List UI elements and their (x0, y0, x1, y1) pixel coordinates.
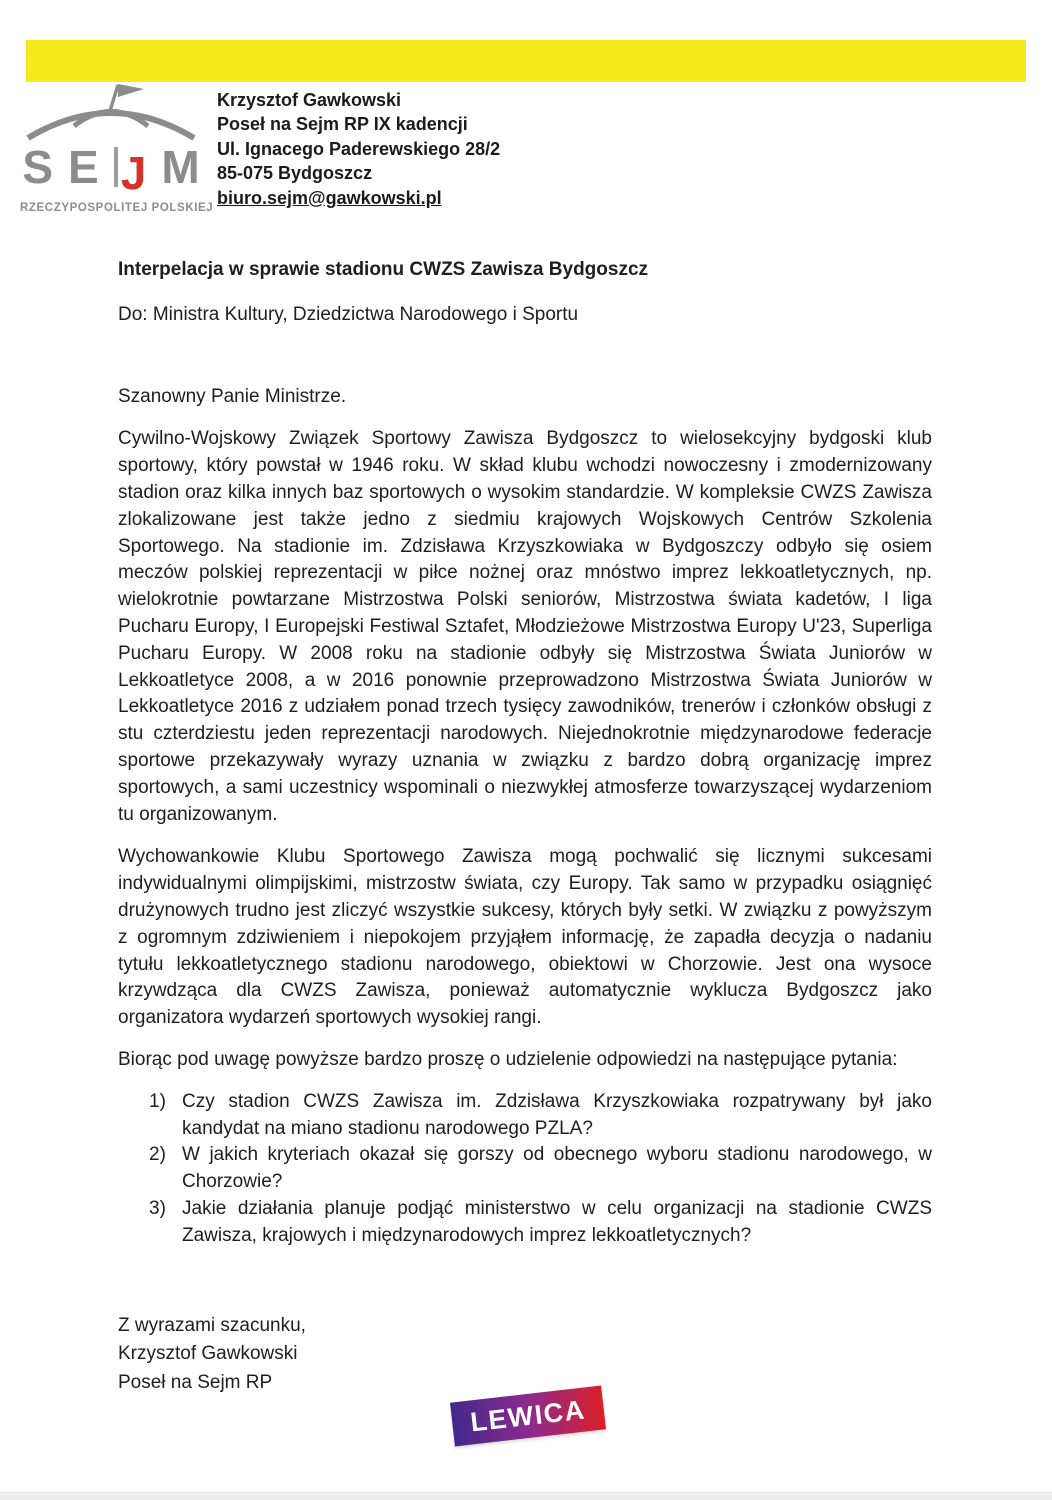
question-item-3 (118, 1196, 932, 1250)
letter-salutation: Szanowny Panie Ministrze. (118, 385, 347, 407)
letter-body (118, 257, 932, 1397)
sejm-letter-j-group (114, 144, 147, 199)
sejm-letter-j: J (120, 147, 147, 199)
sender-name: Krzysztof Gawkowski (217, 90, 402, 110)
question-number-3: 3) (149, 1197, 166, 1219)
sender-address-city: 85-075 Bydgoszcz (217, 163, 373, 184)
letter-recipient: Do: Ministra Kultury, Dziedzictwa Narodowego i Sportu (118, 303, 579, 325)
sender-contact-block (217, 88, 500, 210)
closing-name: Krzysztof Gawkowski (118, 1343, 298, 1364)
closing-salutation: Z wyrazami szacunku, (118, 1314, 306, 1336)
letter-paragraph-2: Wychowankowie Klubu Sportowego Zawisza mogą pochwalić się licznymi sukcesami indywidualnymi olimpijskimi, mistrzostw świata, czy Europy. Tak samo w przypadku osiągnięć drużynowych trudno jest zliczyć wszystkie sukcesy, których były setki. W związku z powyższym z ogromnym zdziwieniem i niepokojem przyjąłem informację, że zapadła decyzja o nadaniu tytułu lekkoatletycznego stadionu narodowego, obiektowi w Chorzowie. Jest ona wysoce krzywdząca dla CWZS Zawisza, ponieważ automatycznie wyklucza Bydgoszcz jako organizatora wydarzeń sportowych wysokiej rangi. (118, 846, 932, 1029)
letter-closing (118, 1312, 932, 1398)
sejm-wordmark (20, 141, 202, 200)
sejm-dome-icon (22, 80, 200, 142)
question-item-2 (118, 1142, 932, 1196)
top-accent-bar (26, 40, 1026, 82)
sejm-letter-e: E (68, 141, 99, 193)
letter-paragraph-1: Cywilno-Wojskowy Związek Sportowy Zawisza Bydgoszcz to wielosekcyjny bydgoski klub sportowy, który powstał w 1946 roku. W skład klubu wchodzi nowoczesny i zmodernizowany stadion oraz kilka innych baz sportowych o wysokim standardzie. W kompleksie CWZS Zawisza zlokalizowane jest także jedno z siedmiu krajowych Wojskowych Centrów Szkolenia Sportowego. Na stadionie im. Zdzisława Krzyszkowiaka w Bydgoszczy odbyło się osiem meczów polskiej reprezentacji w piłce nożnej oraz mnóstwo imprez lekkoatletycznych, np. wielokrotnie powtarzane Mistrzostwa Polski seniorów, Mistrzostwa świata kadetów, I liga Pucharu Europy, I Europejski Festiwal Sztafet, Młodzieżowe Mistrzostwa Europy U'23, Superliga Pucharu Europy. W 2008 roku na stadionie odbyły się Mistrzostwa Świata Juniorów w Lekkoatletyce 2008, a w 2016 ponownie przeprowadzono Mistrzostwa Świata Juniorów w Lekkoatletyce 2016 z udziałem ponad trzech tysięcy zawodników, trenerów i członków obsługi z stu czterdziestu jeden reprezentacji narodowych. Niejednokrotnie międzynarodowe federacje sportowe przekazywały wyrazy uznania w związku z bardzo dobrą organizację imprez sportowych, a sami uczestnicy wspominali o niezwykłej atmosferze towarzyszącej wydarzeniom tu organizowanym. (118, 428, 932, 825)
sender-title: Poseł na Sejm RP IX kadencji (217, 114, 468, 135)
lewica-wordmark: LEWICA (468, 1394, 588, 1437)
questions-intro: Biorąc pod uwagę powyższe bardzo proszę o udzielenie odpowiedzi na następujące pytania: (118, 1048, 898, 1070)
sejm-logo (20, 80, 214, 214)
sejm-subtitle: RZECZYPOSPOLITEJ POLSKIEJ (20, 202, 214, 214)
question-number-1: 1) (149, 1090, 166, 1112)
questions-list (118, 1089, 932, 1250)
letter-subject: Interpelacja w sprawie stadionu CWZS Zawisza Bydgoszcz (118, 259, 649, 280)
question-item-1 (118, 1089, 932, 1143)
bottom-strip (0, 1492, 1052, 1500)
question-text-3: Jakie działania planuje podjąć ministerstwo w celu organizacji na stadionie CWZS Zawisza, krajowych i międzynarodowych imprez lekkoatletycznych? (182, 1197, 932, 1246)
sejm-letter-m: M (161, 141, 200, 193)
sender-email: biuro.sejm@gawkowski.pl (217, 187, 442, 208)
sejm-j-bar (114, 147, 118, 187)
question-number-2: 2) (149, 1144, 166, 1166)
closing-title: Poseł na Sejm RP (118, 1371, 273, 1393)
question-text-2: W jakich kryteriach okazał się gorszy od obecnego wyboru stadionu narodowego, w Chorzowie? (182, 1144, 932, 1193)
sejm-letter-s: S (22, 141, 54, 193)
sender-address-street: Ul. Ignacego Paderewskiego 28/2 (217, 138, 501, 159)
question-text-1: Czy stadion CWZS Zawisza im. Zdzisława Krzyszkowiaka rozpatrywany był jako kandydat na miano stadionu narodowego PZLA? (182, 1090, 932, 1139)
